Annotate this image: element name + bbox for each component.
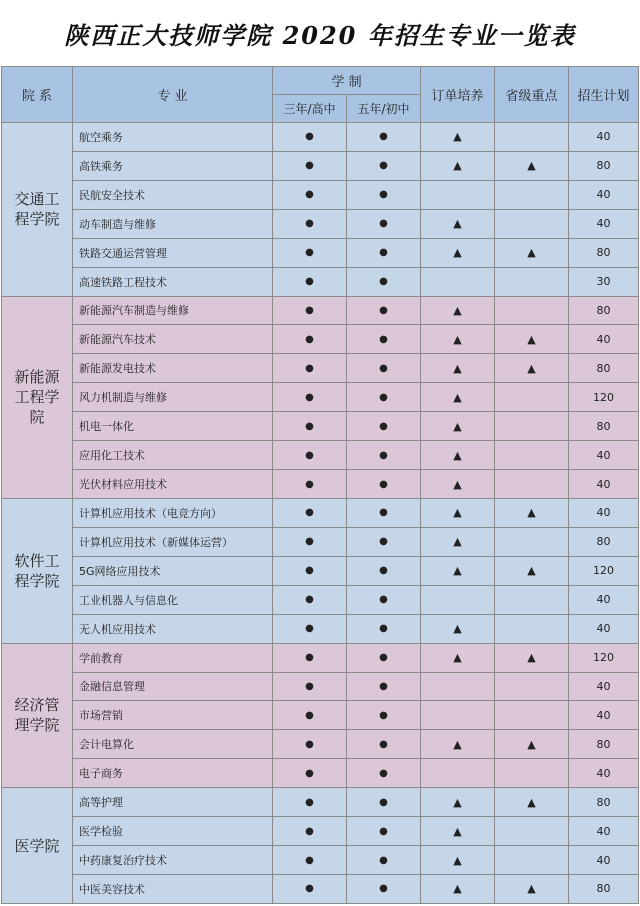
plan-count: 40 xyxy=(569,614,639,643)
five-year-mark: ● xyxy=(347,556,421,585)
key-mark xyxy=(495,180,569,209)
five-year-mark: ● xyxy=(347,585,421,614)
plan-count: 80 xyxy=(569,354,639,383)
five-year-mark: ● xyxy=(347,267,421,296)
five-year-mark: ● xyxy=(347,209,421,238)
key-mark xyxy=(495,701,569,730)
key-mark xyxy=(495,412,569,441)
table-row xyxy=(2,585,639,614)
table-row xyxy=(2,238,639,267)
three-year-mark: ● xyxy=(273,180,347,209)
table-row xyxy=(2,846,639,875)
three-year-mark: ● xyxy=(273,556,347,585)
five-year-mark: ● xyxy=(347,296,421,325)
order-mark: ▲ xyxy=(421,556,495,585)
five-year-mark: ● xyxy=(347,614,421,643)
three-year-mark: ● xyxy=(273,614,347,643)
table-row xyxy=(2,267,639,296)
key-mark: ▲ xyxy=(495,498,569,527)
key-mark xyxy=(495,383,569,412)
three-year-mark: ● xyxy=(273,730,347,759)
five-year-mark: ● xyxy=(347,643,421,672)
header-system: 学 制 xyxy=(273,67,421,95)
table-row xyxy=(2,209,639,238)
three-year-mark: ● xyxy=(273,788,347,817)
table-row xyxy=(2,354,639,383)
order-mark xyxy=(421,180,495,209)
major-name: 工业机器人与信息化 xyxy=(73,585,273,614)
table-row xyxy=(2,817,639,846)
plan-count: 40 xyxy=(569,672,639,701)
table-row xyxy=(2,441,639,470)
table-row xyxy=(2,325,639,354)
table-row xyxy=(2,556,639,585)
five-year-mark: ● xyxy=(347,730,421,759)
major-name: 风力机制造与维修 xyxy=(73,383,273,412)
major-name: 计算机应用技术（新媒体运营） xyxy=(73,527,273,556)
header-three-year: 三年/高中 xyxy=(273,95,347,123)
major-name: 医学检验 xyxy=(73,817,273,846)
order-mark xyxy=(421,701,495,730)
key-mark: ▲ xyxy=(495,730,569,759)
major-name: 会计电算化 xyxy=(73,730,273,759)
major-name: 民航安全技术 xyxy=(73,180,273,209)
dept-name: 经济管理学院 xyxy=(2,643,73,788)
five-year-mark: ● xyxy=(347,325,421,354)
order-mark: ▲ xyxy=(421,412,495,441)
major-name: 高铁乘务 xyxy=(73,151,273,180)
major-name: 光伏材料应用技术 xyxy=(73,470,273,499)
key-mark: ▲ xyxy=(495,643,569,672)
key-mark xyxy=(495,614,569,643)
major-name: 动车制造与维修 xyxy=(73,209,273,238)
key-mark xyxy=(495,672,569,701)
order-mark xyxy=(421,267,495,296)
plan-count: 120 xyxy=(569,383,639,412)
five-year-mark: ● xyxy=(347,527,421,556)
order-mark xyxy=(421,585,495,614)
major-name: 应用化工技术 xyxy=(73,441,273,470)
five-year-mark: ● xyxy=(347,238,421,267)
major-name: 市场营销 xyxy=(73,701,273,730)
major-name: 5G网络应用技术 xyxy=(73,556,273,585)
order-mark: ▲ xyxy=(421,123,495,152)
plan-count: 40 xyxy=(569,441,639,470)
three-year-mark: ● xyxy=(273,267,347,296)
major-name: 金融信息管理 xyxy=(73,672,273,701)
key-mark xyxy=(495,441,569,470)
plan-count: 80 xyxy=(569,527,639,556)
plan-count: 80 xyxy=(569,296,639,325)
major-name: 学前教育 xyxy=(73,643,273,672)
plan-count: 40 xyxy=(569,123,639,152)
order-mark: ▲ xyxy=(421,325,495,354)
three-year-mark: ● xyxy=(273,527,347,556)
table-row xyxy=(2,412,639,441)
dept-name: 交通工程学院 xyxy=(2,123,73,297)
three-year-mark: ● xyxy=(273,470,347,499)
order-mark: ▲ xyxy=(421,788,495,817)
order-mark: ▲ xyxy=(421,151,495,180)
five-year-mark: ● xyxy=(347,672,421,701)
three-year-mark: ● xyxy=(273,238,347,267)
key-mark: ▲ xyxy=(495,238,569,267)
order-mark: ▲ xyxy=(421,470,495,499)
order-mark: ▲ xyxy=(421,730,495,759)
plan-count: 40 xyxy=(569,585,639,614)
three-year-mark: ● xyxy=(273,354,347,383)
enrollment-table xyxy=(1,66,639,904)
major-name: 无人机应用技术 xyxy=(73,614,273,643)
table-row xyxy=(2,730,639,759)
five-year-mark: ● xyxy=(347,788,421,817)
key-mark: ▲ xyxy=(495,556,569,585)
key-mark xyxy=(495,759,569,788)
three-year-mark: ● xyxy=(273,296,347,325)
table-row xyxy=(2,614,639,643)
table-row xyxy=(2,788,639,817)
order-mark: ▲ xyxy=(421,614,495,643)
major-name: 航空乘务 xyxy=(73,123,273,152)
three-year-mark: ● xyxy=(273,585,347,614)
three-year-mark: ● xyxy=(273,412,347,441)
major-name: 中医美容技术 xyxy=(73,874,273,903)
plan-count: 80 xyxy=(569,788,639,817)
major-name: 计算机应用技术（电竞方向） xyxy=(73,498,273,527)
header-dept: 院 系 xyxy=(2,67,73,123)
major-name: 新能源汽车技术 xyxy=(73,325,273,354)
five-year-mark: ● xyxy=(347,498,421,527)
order-mark: ▲ xyxy=(421,874,495,903)
five-year-mark: ● xyxy=(347,383,421,412)
five-year-mark: ● xyxy=(347,846,421,875)
three-year-mark: ● xyxy=(273,759,347,788)
table-row xyxy=(2,383,639,412)
three-year-mark: ● xyxy=(273,383,347,412)
plan-count: 80 xyxy=(569,874,639,903)
five-year-mark: ● xyxy=(347,817,421,846)
major-name: 铁路交通运营管理 xyxy=(73,238,273,267)
major-name: 新能源汽车制造与维修 xyxy=(73,296,273,325)
five-year-mark: ● xyxy=(347,180,421,209)
order-mark: ▲ xyxy=(421,817,495,846)
order-mark: ▲ xyxy=(421,296,495,325)
plan-count: 120 xyxy=(569,556,639,585)
key-mark: ▲ xyxy=(495,151,569,180)
order-mark: ▲ xyxy=(421,846,495,875)
header-key: 省级重点 xyxy=(495,67,569,123)
three-year-mark: ● xyxy=(273,498,347,527)
header-plan: 招生计划 xyxy=(569,67,639,123)
header-five-year: 五年/初中 xyxy=(347,95,421,123)
key-mark xyxy=(495,846,569,875)
plan-count: 30 xyxy=(569,267,639,296)
key-mark xyxy=(495,527,569,556)
order-mark: ▲ xyxy=(421,209,495,238)
five-year-mark: ● xyxy=(347,759,421,788)
table-row xyxy=(2,498,639,527)
plan-count: 40 xyxy=(569,701,639,730)
order-mark: ▲ xyxy=(421,643,495,672)
dept-name: 新能源工程学院 xyxy=(2,296,73,498)
key-mark: ▲ xyxy=(495,325,569,354)
table-row xyxy=(2,701,639,730)
three-year-mark: ● xyxy=(273,701,347,730)
three-year-mark: ● xyxy=(273,151,347,180)
table-row xyxy=(2,123,639,152)
major-name: 高速铁路工程技术 xyxy=(73,267,273,296)
five-year-mark: ● xyxy=(347,701,421,730)
table-row xyxy=(2,296,639,325)
table-row xyxy=(2,470,639,499)
plan-count: 120 xyxy=(569,643,639,672)
major-name: 电子商务 xyxy=(73,759,273,788)
three-year-mark: ● xyxy=(273,123,347,152)
table-row xyxy=(2,759,639,788)
five-year-mark: ● xyxy=(347,441,421,470)
major-name: 中药康复治疗技术 xyxy=(73,846,273,875)
table-row xyxy=(2,643,639,672)
five-year-mark: ● xyxy=(347,470,421,499)
three-year-mark: ● xyxy=(273,643,347,672)
table-row xyxy=(2,151,639,180)
key-mark xyxy=(495,470,569,499)
plan-count: 40 xyxy=(569,846,639,875)
key-mark: ▲ xyxy=(495,874,569,903)
order-mark xyxy=(421,759,495,788)
key-mark xyxy=(495,123,569,152)
plan-count: 80 xyxy=(569,730,639,759)
major-name: 新能源发电技术 xyxy=(73,354,273,383)
key-mark xyxy=(495,209,569,238)
five-year-mark: ● xyxy=(347,354,421,383)
key-mark: ▲ xyxy=(495,354,569,383)
major-name: 机电一体化 xyxy=(73,412,273,441)
plan-count: 80 xyxy=(569,238,639,267)
key-mark xyxy=(495,585,569,614)
plan-count: 80 xyxy=(569,151,639,180)
order-mark: ▲ xyxy=(421,238,495,267)
three-year-mark: ● xyxy=(273,874,347,903)
table-row xyxy=(2,874,639,903)
plan-count: 80 xyxy=(569,412,639,441)
table-row xyxy=(2,672,639,701)
order-mark: ▲ xyxy=(421,498,495,527)
order-mark: ▲ xyxy=(421,354,495,383)
plan-count: 40 xyxy=(569,470,639,499)
major-name: 高等护理 xyxy=(73,788,273,817)
plan-count: 40 xyxy=(569,325,639,354)
order-mark: ▲ xyxy=(421,527,495,556)
order-mark: ▲ xyxy=(421,383,495,412)
dept-name: 软件工程学院 xyxy=(2,498,73,643)
plan-count: 40 xyxy=(569,759,639,788)
key-mark xyxy=(495,267,569,296)
dept-name: 医学院 xyxy=(2,788,73,904)
plan-count: 40 xyxy=(569,498,639,527)
plan-count: 40 xyxy=(569,180,639,209)
order-mark xyxy=(421,672,495,701)
five-year-mark: ● xyxy=(347,874,421,903)
plan-count: 40 xyxy=(569,209,639,238)
key-mark: ▲ xyxy=(495,788,569,817)
five-year-mark: ● xyxy=(347,151,421,180)
table-row xyxy=(2,527,639,556)
three-year-mark: ● xyxy=(273,672,347,701)
five-year-mark: ● xyxy=(347,123,421,152)
table-body xyxy=(2,123,639,904)
page-title: 陕西正大技师学院 2020 年招生专业一览表 xyxy=(64,20,576,50)
three-year-mark: ● xyxy=(273,325,347,354)
plan-count: 40 xyxy=(569,817,639,846)
five-year-mark: ● xyxy=(347,412,421,441)
order-mark: ▲ xyxy=(421,441,495,470)
table-row xyxy=(2,180,639,209)
three-year-mark: ● xyxy=(273,441,347,470)
header-major: 专 业 xyxy=(73,67,273,123)
key-mark xyxy=(495,296,569,325)
three-year-mark: ● xyxy=(273,209,347,238)
header-order: 订单培养 xyxy=(421,67,495,123)
three-year-mark: ● xyxy=(273,817,347,846)
three-year-mark: ● xyxy=(273,846,347,875)
key-mark xyxy=(495,817,569,846)
